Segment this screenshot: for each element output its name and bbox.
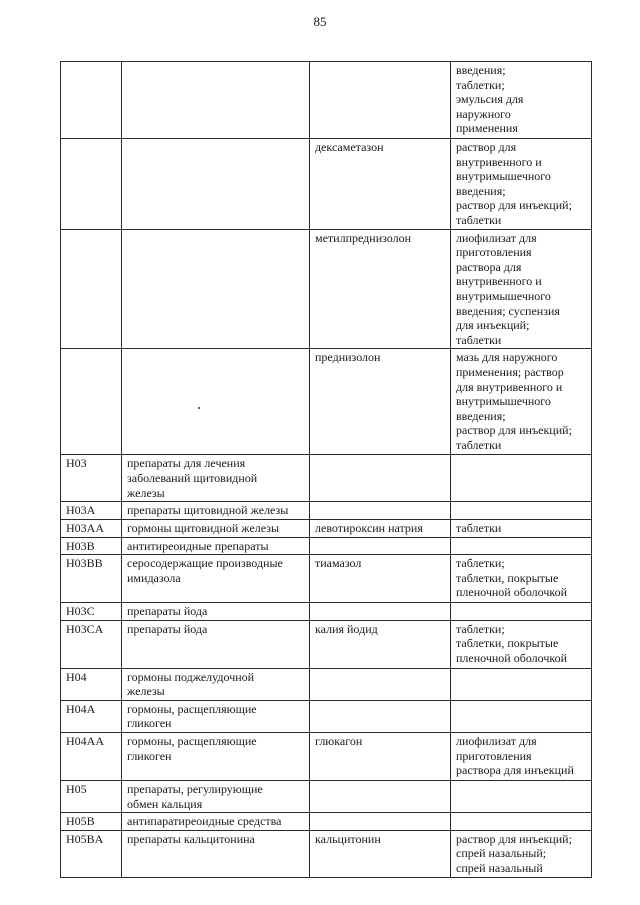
anatomical-therapeutic-group-cell-text: препараты кальцитонина bbox=[127, 831, 255, 846]
atc-code-cell bbox=[61, 349, 122, 455]
drug-name-cell bbox=[310, 733, 451, 781]
table-row bbox=[61, 700, 592, 732]
anatomical-therapeutic-group-cell bbox=[122, 349, 310, 455]
anatomical-therapeutic-group-cell bbox=[122, 733, 310, 781]
drug-name-cell-text: метилпреднизолон bbox=[315, 230, 412, 245]
anatomical-therapeutic-group-cell bbox=[122, 502, 310, 520]
dosage-form-cell bbox=[451, 62, 592, 139]
page-number: 85 bbox=[313, 14, 327, 29]
atc-code-cell bbox=[61, 620, 122, 668]
atc-code-cell bbox=[61, 519, 122, 537]
drug-name-cell-text: дексаметазон bbox=[315, 140, 384, 154]
anatomical-therapeutic-group-cell-text: гормоны поджелудочной железы bbox=[127, 669, 255, 699]
atc-code-cell bbox=[61, 781, 122, 813]
atc-code-cell-text: H03C bbox=[66, 604, 95, 619]
atc-code-cell-text: H03AA bbox=[66, 520, 104, 535]
drug-name-cell bbox=[310, 62, 451, 139]
dosage-form-cell bbox=[451, 455, 592, 502]
drug-name-cell-text: калия йодид bbox=[315, 621, 378, 636]
drug-name-cell-text: кальцитонин bbox=[315, 831, 381, 846]
anatomical-therapeutic-group-cell-text: гормоны, расщепляющие гликоген bbox=[127, 734, 257, 763]
drug-name-cell-text: преднизолон bbox=[315, 350, 381, 365]
table-row bbox=[61, 781, 592, 813]
dosage-form-cell-text: мазь для наружного применения; раствор для внутривенного и внутримышечного введения; раствор для инъекций; таблетки bbox=[456, 350, 572, 452]
anatomical-therapeutic-group-cell-text: препараты йода bbox=[127, 621, 208, 636]
dosage-form-cell bbox=[451, 502, 592, 520]
drug-name-cell bbox=[310, 349, 451, 455]
drug-name-cell bbox=[310, 555, 451, 603]
anatomical-therapeutic-group-cell-text: препараты щитовидной железы bbox=[127, 503, 289, 518]
dosage-form-cell bbox=[451, 603, 592, 621]
anatomical-therapeutic-group-cell bbox=[122, 781, 310, 813]
dosage-form-cell-text: лиофилизат для приготовления раствора для внутривенного и внутримышечного введения; суспензия для инъекций; таблетки bbox=[456, 230, 560, 347]
atc-code-cell bbox=[61, 555, 122, 603]
drug-name-cell bbox=[310, 229, 451, 349]
drug-name-cell bbox=[310, 603, 451, 621]
anatomical-therapeutic-group-cell-text: антипаратиреоидные средства bbox=[127, 814, 282, 829]
anatomical-therapeutic-group-cell bbox=[122, 813, 310, 831]
table-row bbox=[61, 455, 592, 502]
anatomical-therapeutic-group-cell bbox=[122, 455, 310, 502]
drug-name-cell bbox=[310, 781, 451, 813]
atc-code-cell-text: H03BB bbox=[66, 556, 103, 571]
anatomical-therapeutic-group-cell bbox=[122, 62, 310, 139]
anatomical-therapeutic-group-cell bbox=[122, 139, 310, 230]
dosage-form-cell-text: лиофилизат для приготовления раствора для инъекций bbox=[456, 734, 574, 778]
table-body bbox=[61, 62, 592, 878]
atc-code-cell bbox=[61, 537, 122, 555]
atc-code-cell bbox=[61, 813, 122, 831]
table-row bbox=[61, 229, 592, 349]
drug-name-cell bbox=[310, 519, 451, 537]
dosage-form-cell bbox=[451, 229, 592, 349]
atc-code-cell-text: H05BA bbox=[66, 831, 104, 846]
drug-name-cell bbox=[310, 813, 451, 831]
table-row bbox=[61, 349, 592, 455]
dosage-form-cell bbox=[451, 781, 592, 813]
anatomical-therapeutic-group-cell-text: препараты йода bbox=[127, 604, 208, 619]
anatomical-therapeutic-group-cell bbox=[122, 555, 310, 603]
drug-name-cell bbox=[310, 830, 451, 877]
dosage-form-cell bbox=[451, 830, 592, 877]
dosage-form-cell bbox=[451, 668, 592, 700]
drug-list-table bbox=[60, 61, 592, 878]
dosage-form-cell-text: таблетки bbox=[456, 520, 502, 535]
table-row bbox=[61, 813, 592, 831]
dosage-form-cell bbox=[451, 555, 592, 603]
anatomical-therapeutic-group-cell bbox=[122, 620, 310, 668]
table-row bbox=[61, 733, 592, 781]
anatomical-therapeutic-group-cell bbox=[122, 537, 310, 555]
table-row bbox=[61, 830, 592, 877]
drug-name-cell bbox=[310, 668, 451, 700]
drug-name-cell bbox=[310, 537, 451, 555]
dosage-form-cell-text: таблетки; таблетки, покрытые пленочной оболочкой bbox=[456, 556, 568, 600]
dosage-form-cell-text: введения; таблетки; эмульсия для наружного применения bbox=[456, 63, 524, 136]
atc-code-cell-text: H04AA bbox=[66, 734, 104, 749]
drug-name-cell-text: тиамазол bbox=[315, 556, 362, 571]
atc-code-cell-text: H04 bbox=[66, 669, 87, 684]
atc-code-cell-text: H05B bbox=[66, 814, 95, 829]
anatomical-therapeutic-group-cell bbox=[122, 519, 310, 537]
atc-code-cell bbox=[61, 603, 122, 621]
anatomical-therapeutic-group-cell-text: антитиреоидные препараты bbox=[127, 538, 269, 553]
drug-name-cell bbox=[310, 620, 451, 668]
drug-name-cell-text: левотироксин натрия bbox=[315, 520, 423, 535]
atc-code-cell-text: H03CA bbox=[66, 621, 104, 636]
atc-code-cell bbox=[61, 700, 122, 732]
dosage-form-cell bbox=[451, 813, 592, 831]
atc-code-cell bbox=[61, 830, 122, 877]
anatomical-therapeutic-group-cell-text: серосодержащие производные имидазола bbox=[127, 556, 283, 585]
atc-code-cell bbox=[61, 455, 122, 502]
dosage-form-cell bbox=[451, 620, 592, 668]
anatomical-therapeutic-group-cell bbox=[122, 229, 310, 349]
dosage-form-cell-text: раствор для инъекций; спрей назальный; спрей назальный bbox=[456, 831, 572, 876]
table-row bbox=[61, 519, 592, 537]
table-row bbox=[61, 502, 592, 520]
atc-code-cell-text: H05 bbox=[66, 782, 87, 797]
dosage-form-cell bbox=[451, 139, 592, 230]
anatomical-therapeutic-group-cell bbox=[122, 668, 310, 700]
atc-code-cell bbox=[61, 229, 122, 349]
anatomical-therapeutic-group-cell bbox=[122, 603, 310, 621]
atc-code-cell-text: H04A bbox=[66, 701, 96, 716]
drug-name-cell bbox=[310, 455, 451, 502]
anatomical-therapeutic-group-cell bbox=[122, 700, 310, 732]
dosage-form-cell bbox=[451, 349, 592, 455]
drug-name-cell bbox=[310, 139, 451, 230]
table-row bbox=[61, 603, 592, 621]
dosage-form-cell bbox=[451, 700, 592, 732]
dosage-form-cell bbox=[451, 537, 592, 555]
table-row bbox=[61, 62, 592, 139]
drug-name-cell-text: глюкагон bbox=[315, 734, 363, 749]
atc-code-cell bbox=[61, 139, 122, 230]
atc-code-cell bbox=[61, 62, 122, 139]
anatomical-therapeutic-group-cell-text: препараты для лечения заболеваний щитовидной железы bbox=[127, 456, 258, 500]
dosage-form-cell bbox=[451, 519, 592, 537]
table-row bbox=[61, 537, 592, 555]
drug-name-cell bbox=[310, 700, 451, 732]
anatomical-therapeutic-group-cell-text: препараты, регулирующие обмен кальция bbox=[127, 782, 263, 811]
atc-code-cell-text: H03 bbox=[66, 456, 87, 471]
scan-speck bbox=[198, 407, 200, 409]
atc-code-cell bbox=[61, 502, 122, 520]
atc-code-cell-text: H03B bbox=[66, 538, 95, 553]
atc-code-cell-text: H03A bbox=[66, 503, 96, 518]
table-row bbox=[61, 620, 592, 668]
dosage-form-cell bbox=[451, 733, 592, 781]
table-row bbox=[61, 668, 592, 700]
table-row bbox=[61, 555, 592, 603]
dosage-form-cell-text: таблетки; таблетки, покрытые пленочной оболочкой bbox=[456, 621, 568, 665]
table-row bbox=[61, 139, 592, 230]
dosage-form-cell-text: раствор для внутривенного и внутримышечного введения; раствор для инъекций; таблетки bbox=[456, 140, 572, 227]
drug-name-cell bbox=[310, 502, 451, 520]
anatomical-therapeutic-group-cell-text: гормоны щитовидной железы bbox=[127, 520, 280, 535]
atc-code-cell bbox=[61, 733, 122, 781]
anatomical-therapeutic-group-cell-text: гормоны, расщепляющие гликоген bbox=[127, 701, 257, 731]
atc-code-cell bbox=[61, 668, 122, 700]
anatomical-therapeutic-group-cell bbox=[122, 830, 310, 877]
